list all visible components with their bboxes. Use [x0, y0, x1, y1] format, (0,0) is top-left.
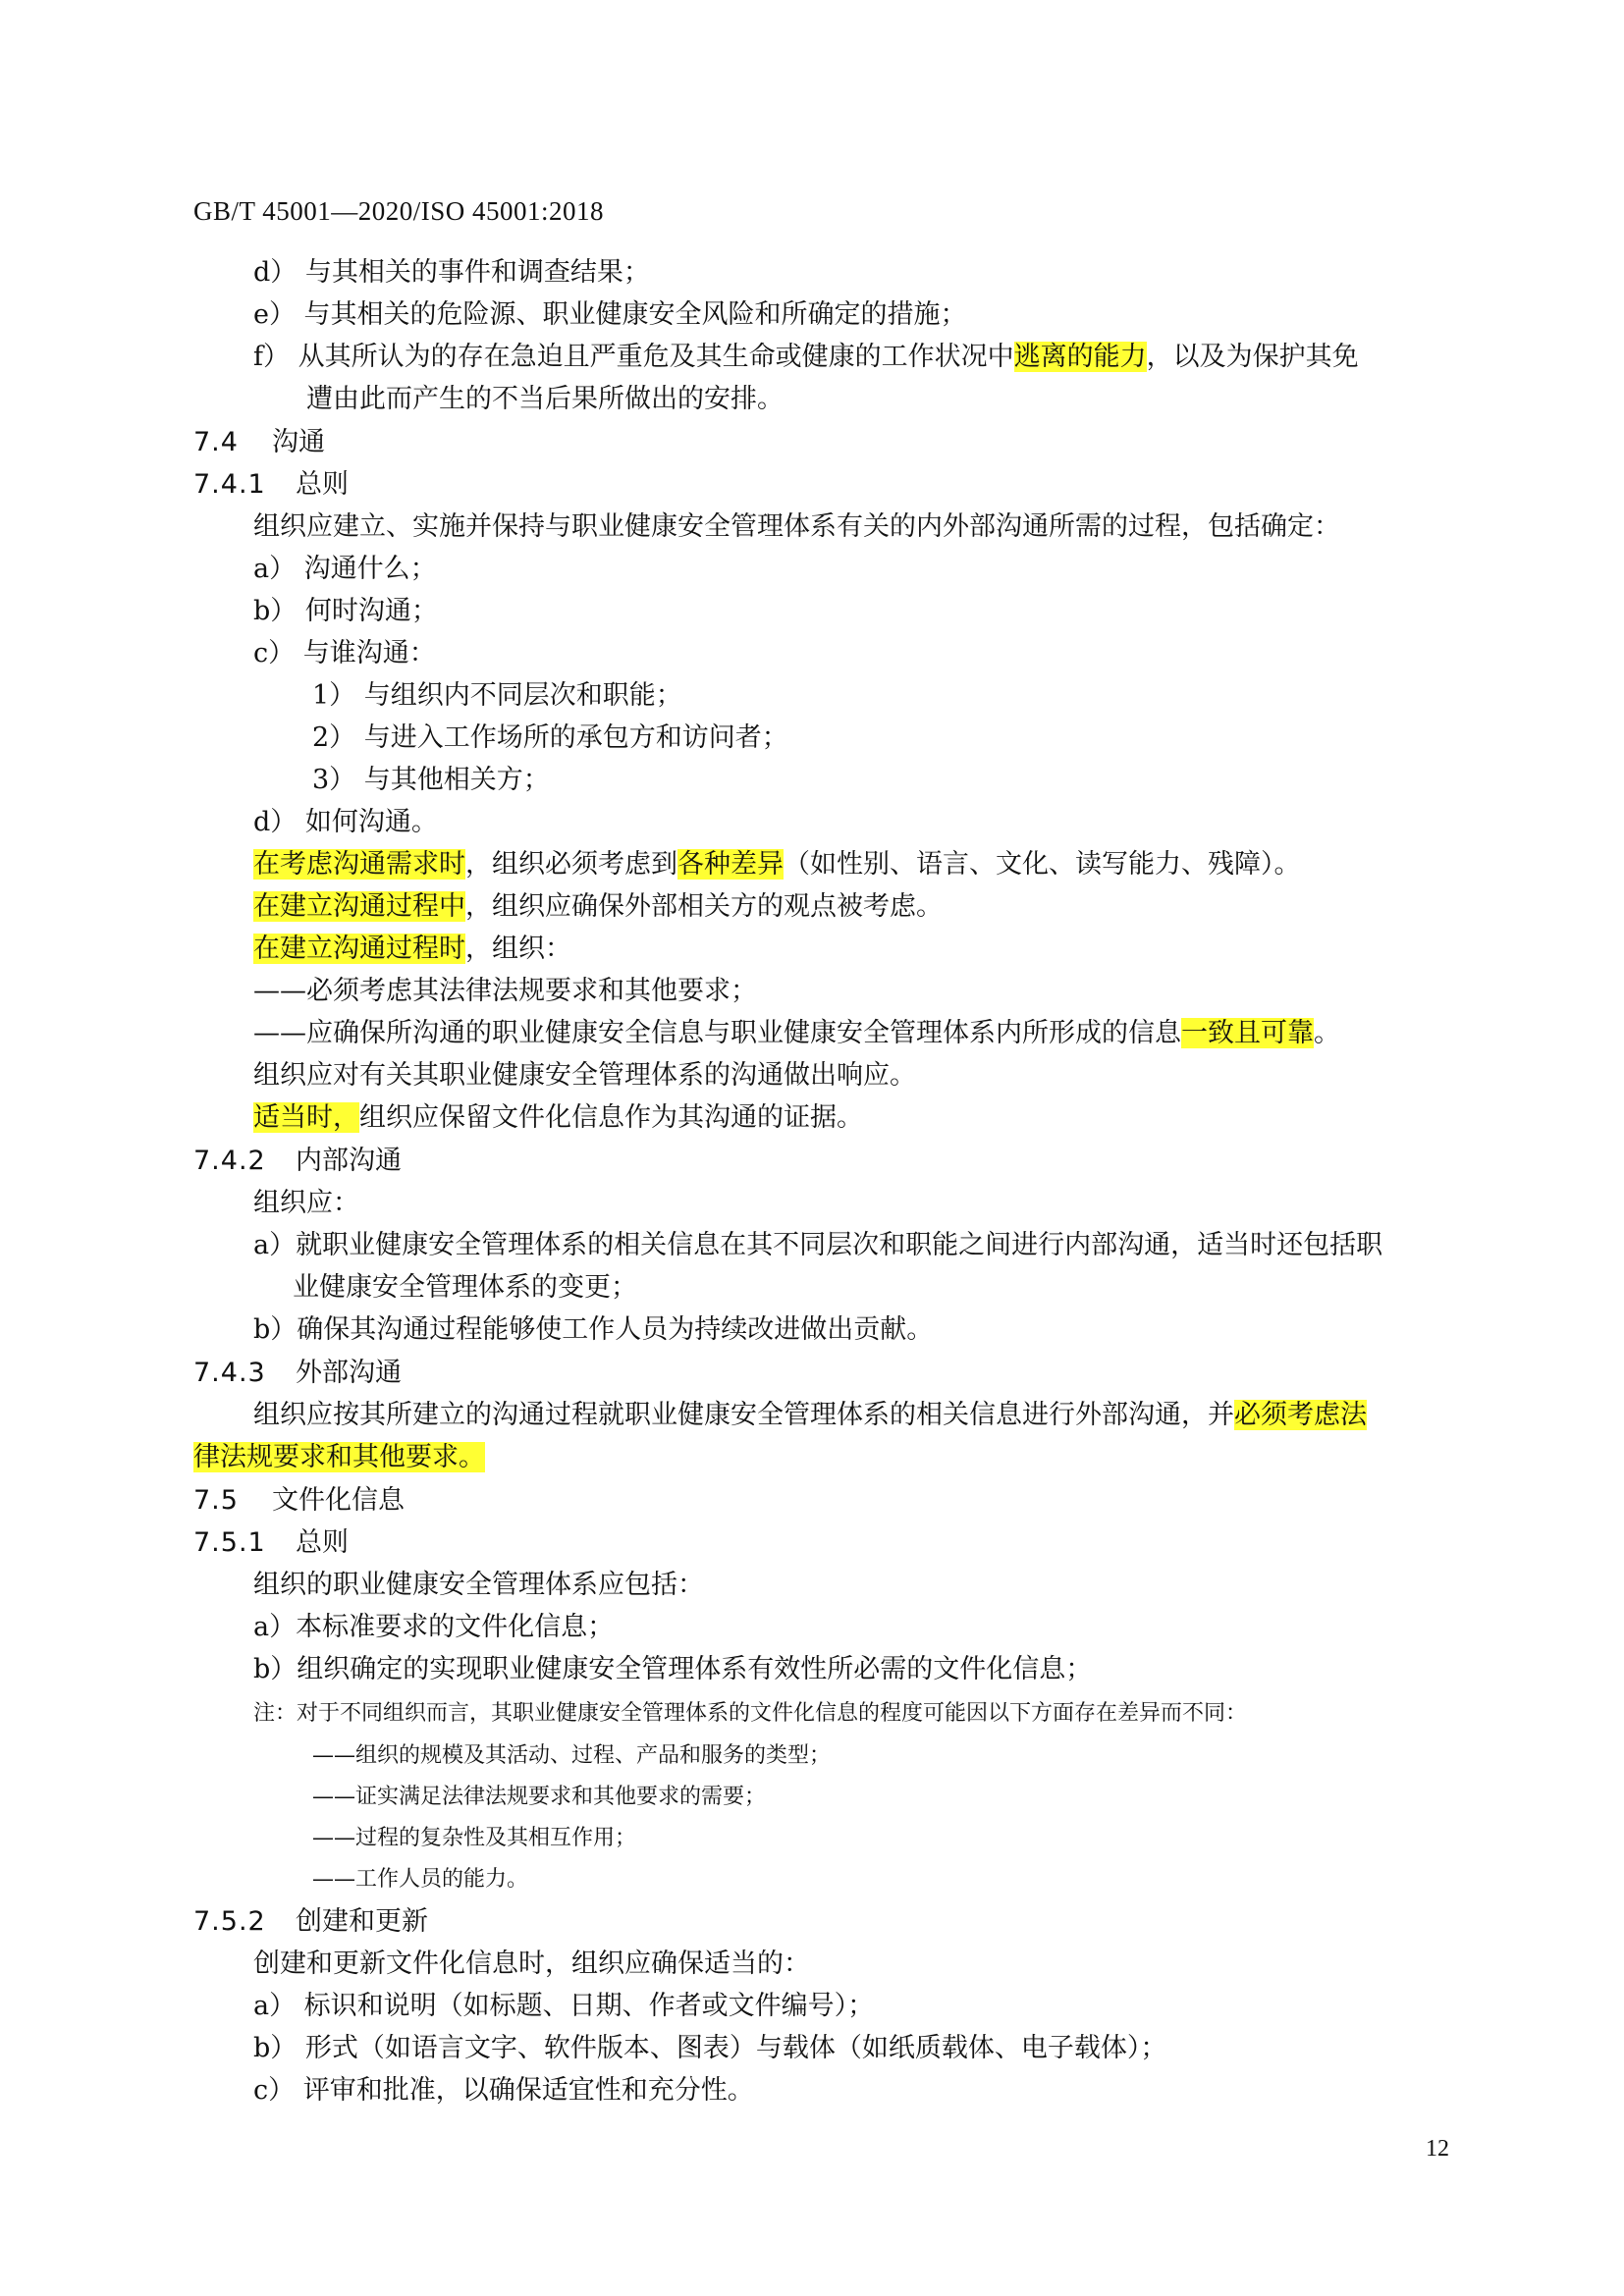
page-number: 12	[1426, 2136, 1449, 2162]
s741-para-respond: 组织应对有关其职业健康安全管理体系的沟通做出响应。	[253, 1060, 916, 1091]
s741-para-needs	[253, 847, 1301, 882]
s742-item-b: b）确保其沟通过程能够使工作人员为持续改进做出贡献。	[253, 1314, 934, 1345]
s741-para-external-views-highlight: 在建立沟通过程中	[253, 891, 465, 922]
s743-para-highlight: 必须考虑法	[1234, 1400, 1367, 1430]
item-f-text-a: f） 从其所认为的存在急迫且严重危及其生命或健康的工作状况中	[253, 342, 1014, 372]
section-7-5-1-heading	[193, 1525, 349, 1561]
section-7-4-heading	[193, 425, 325, 460]
item-e-hazard: e） 与其相关的危险源、职业健康安全风险和所确定的措施；	[253, 299, 967, 330]
item-d-event: d） 与其相关的事件和调查结果；	[253, 257, 650, 288]
s743-para	[253, 1398, 1367, 1433]
s741-para-retain-end: 组织应保留文件化信息作为其沟通的证据。	[359, 1102, 863, 1133]
s741-intro: 组织应建立、实施并保持与职业健康安全管理体系有关的内外部沟通所需的过程，包括确定：	[253, 511, 1340, 542]
s751-item-b: b）组织确定的实现职业健康安全管理体系有效性所必需的文件化信息；	[253, 1654, 1093, 1684]
s742-item-a: a）就职业健康安全管理体系的相关信息在其不同层次和职能之间进行内部沟通，适当时还包括职	[253, 1230, 1383, 1260]
s752-item-a: a） 标识和说明（如标题、日期、作者或文件编号）；	[253, 1991, 875, 2021]
s741-para-external-views	[253, 889, 943, 925]
section-7-5-title: 文件化信息	[272, 1485, 405, 1516]
s741-para-retain	[253, 1100, 863, 1136]
s741-dash-consistent-text: ——应确保所沟通的职业健康安全信息与职业健康安全管理体系内所形成的信息	[253, 1018, 1181, 1048]
s751-note-item-3: ——过程的复杂性及其相互作用；	[312, 1826, 637, 1850]
s751-note-item-1: ——组织的规模及其活动、过程、产品和服务的类型；	[312, 1743, 832, 1768]
standard-header: GB/T 45001—2020/ISO 45001:2018	[193, 196, 605, 226]
section-7-4-number: 7.4	[193, 427, 239, 457]
s751-note-item-4: ——工作人员的能力。	[312, 1867, 529, 1892]
item-f-highlight: 逃离的能力	[1013, 342, 1147, 372]
s751-item-a: a）本标准要求的文件化信息；	[253, 1612, 615, 1642]
s741-item-c2: 2） 与进入工作场所的承包方和访问者；	[312, 722, 788, 753]
item-f-continuation: 遭由此而产生的不当后果所做出的安排。	[306, 384, 784, 414]
s741-item-c3: 3） 与其他相关方；	[312, 765, 550, 795]
section-7-4-1-number: 7.4.1	[193, 469, 266, 500]
item-f	[253, 340, 1359, 375]
s751-intro: 组织的职业健康安全管理体系应包括：	[253, 1570, 704, 1600]
s741-para-external-views-end: ，组织应确保外部相关方的观点被考虑。	[465, 891, 943, 922]
s741-dash-consistent	[253, 1016, 1340, 1051]
section-7-4-3-title: 外部沟通	[296, 1358, 402, 1388]
s742-item-a-continuation: 业健康安全管理体系的变更；	[293, 1272, 637, 1303]
section-7-4-2-number: 7.4.2	[193, 1146, 266, 1176]
s752-item-b: b） 形式（如语言文字、软件版本、图表）与载体（如纸质载体、电子载体）；	[253, 2033, 1167, 2063]
s741-item-a: a） 沟通什么；	[253, 554, 437, 584]
section-7-4-2-heading	[193, 1144, 402, 1179]
section-7-4-title: 沟通	[272, 427, 325, 457]
section-7-4-3-number: 7.4.3	[193, 1358, 266, 1388]
section-7-5-heading	[193, 1483, 405, 1519]
section-7-4-1-heading	[193, 467, 349, 503]
section-7-5-1-title: 总则	[296, 1527, 349, 1558]
s741-dash-consistent-highlight: 一致且可靠	[1181, 1018, 1314, 1048]
s741-para-needs-highlight-2: 各种差异	[677, 849, 784, 880]
s741-para-retain-highlight: 适当时，	[253, 1102, 359, 1133]
s741-para-needs-mid: ，组织必须考虑到	[465, 849, 677, 880]
s741-dash-consistent-end: 。	[1314, 1018, 1340, 1048]
s741-para-process-highlight: 在建立沟通过程时	[253, 934, 465, 964]
s743-para-continuation	[193, 1440, 485, 1475]
s741-para-process-end: ，组织：	[465, 934, 571, 964]
s741-dash-legal: ——必须考虑其法律法规要求和其他要求；	[253, 976, 757, 1006]
s741-para-process	[253, 932, 571, 967]
s741-item-d: d） 如何沟通。	[253, 807, 438, 837]
s741-para-needs-end: （如性别、语言、文化、读写能力、残障）。	[784, 849, 1301, 880]
s741-item-c1: 1） 与组织内不同层次和职能；	[312, 680, 682, 711]
s751-note: 注：对于不同组织而言，其职业健康安全管理体系的文件化信息的程度可能因以下方面存在差异而不同：	[253, 1701, 1248, 1726]
s743-para-text: 组织应按其所建立的沟通过程就职业健康安全管理体系的相关信息进行外部沟通，并	[253, 1400, 1234, 1430]
item-f-text-b: ，以及为保护其免	[1146, 342, 1359, 372]
s751-note-item-2: ——证实满足法律法规要求和其他要求的需要；	[312, 1785, 767, 1809]
section-7-5-2-title: 创建和更新	[296, 1906, 428, 1937]
s741-item-b: b） 何时沟通；	[253, 596, 438, 626]
section-7-5-2-heading	[193, 1904, 428, 1940]
s741-item-c: c） 与谁沟通：	[253, 638, 436, 668]
s743-para-continuation-highlight: 律法规要求和其他要求。	[193, 1442, 485, 1472]
s752-item-c: c） 评审和批准，以确保适宜性和充分性。	[253, 2075, 754, 2106]
section-7-4-3-heading	[193, 1356, 402, 1391]
section-7-5-2-number: 7.5.2	[193, 1906, 266, 1937]
section-7-5-number: 7.5	[193, 1485, 239, 1516]
section-7-4-1-title: 总则	[296, 469, 349, 500]
s742-intro: 组织应：	[253, 1188, 359, 1218]
section-7-4-2-title: 内部沟通	[296, 1146, 402, 1176]
s741-para-needs-highlight-1: 在考虑沟通需求时	[253, 849, 465, 880]
s752-intro: 创建和更新文件化信息时，组织应确保适当的：	[253, 1949, 810, 1979]
section-7-5-1-number: 7.5.1	[193, 1527, 266, 1558]
